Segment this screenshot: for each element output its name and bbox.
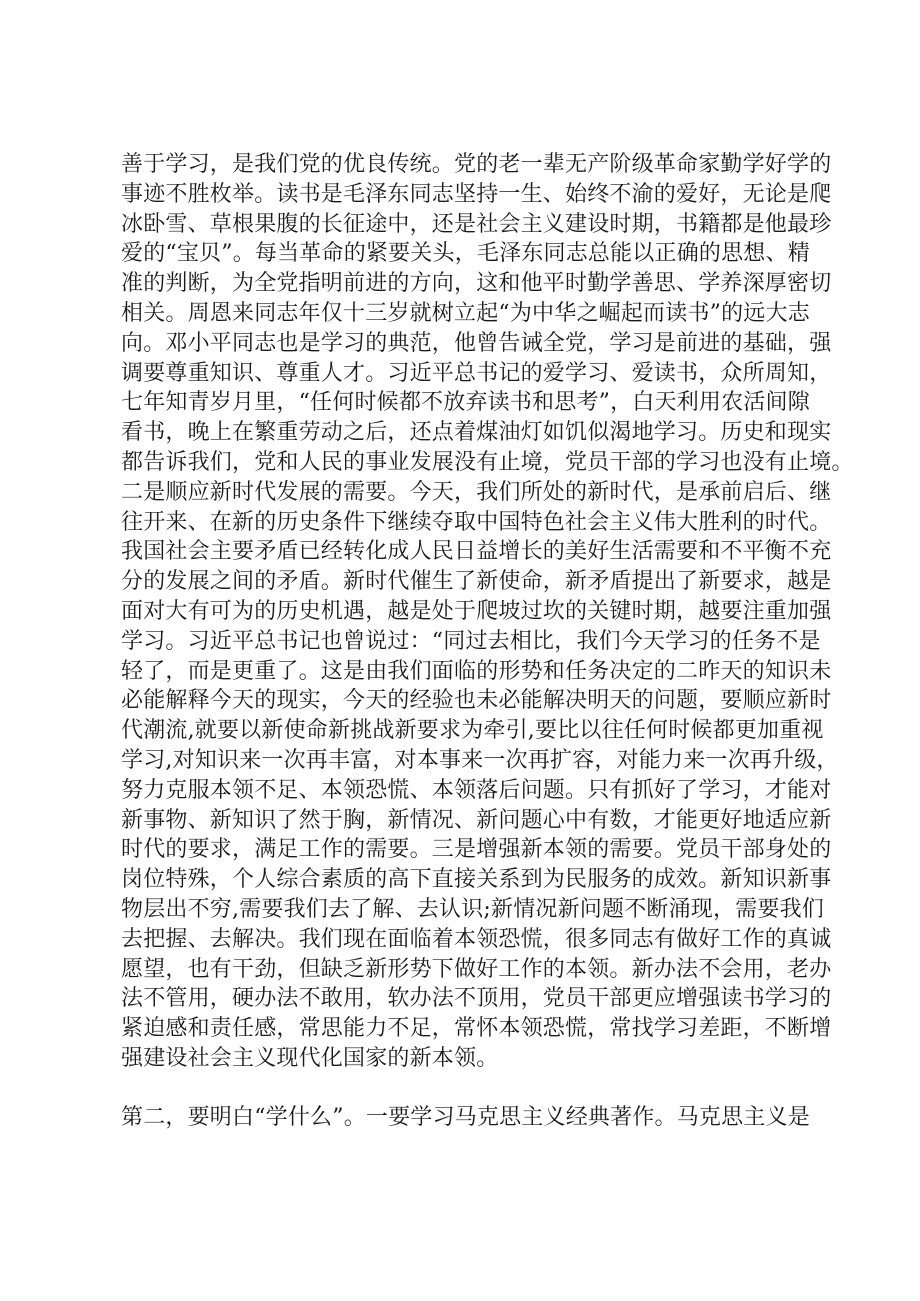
text-line: 准的判断，为全党指明前进的方向，这和他平时勤学善思、学养深厚密切 <box>121 271 832 297</box>
text-line: 看书，晚上在繁重劳动之后，还点着煤油灯如饥似渴地学习。历史和现实 <box>121 420 832 446</box>
text-line: 七年知青岁月里，“任何时候都不放弃读书和思考”，白天利用农活间隙 <box>121 390 810 416</box>
text-line: 愿望，也有干劲，但缺乏新形势下做好工作的本领。新办法不会用，老办 <box>121 956 832 982</box>
text-line: 面对大有可为的历史机遇，越是处于爬坡过坎的关键时期，越要注重加强 <box>121 598 832 624</box>
text-line: 二是顺应新时代发展的需要。今天，我们所处的新时代，是承前启后、继 <box>121 479 832 505</box>
text-line: 第二，要明白“学什么”。一要学习马克思主义经典著作。马克思主义是 <box>121 1105 810 1130</box>
text-line: 爱的“宝贝”。每当革命的紧要关头，毛泽东同志总能以正确的思想、精 <box>121 241 810 267</box>
text-line: 法不管用，硬办法不敢用，软办法不顶用，党员干部更应增强读书学习的 <box>121 986 832 1012</box>
text-line: 我国社会主要矛盾已经转化成人民日益增长的美好生活需要和不平衡不充 <box>121 539 832 565</box>
paragraph-2 <box>121 1103 811 1133</box>
text-line: 向。邓小平同志也是学习的典范，他曾告诫全党，学习是前进的基础，强 <box>121 330 832 356</box>
text-line: 轻了，而是更重了。这是由我们面临的形势和任务决定的二昨天的知识未 <box>121 658 832 684</box>
paragraph-1 <box>121 150 854 1074</box>
text-line: 学习,对知识来一次再丰富，对本事来一次再扩容，对能力来一次再升级， <box>121 747 839 773</box>
text-line: 努力克服本领不足、本领恐慌、本领落后问题。只有抓好了学习，才能对 <box>121 777 832 803</box>
text-line: 事迹不胜枚举。读书是毛泽东同志坚持一生、始终不渝的爱好，无论是爬 <box>121 181 832 207</box>
text-line: 善于学习，是我们党的优良传统。党的老一辈无产阶级革命家勤学好学的 <box>121 152 832 177</box>
text-line: 冰卧雪、草根果腹的长征途中，还是社会主义建设时期，书籍都是他最珍 <box>121 211 832 237</box>
text-line: 去把握、去解决。我们现在面临着本领恐慌，很多同志有做好工作的真诚 <box>121 926 832 952</box>
text-line: 新事物、新知识了然于胸，新情况、新问题心中有数，才能更好地适应新 <box>121 807 832 833</box>
text-line: 强建设社会主义现代化国家的新本领。 <box>121 1045 499 1071</box>
text-line: 往开来、在新的历史条件下继续夺取中国特色社会主义伟大胜利的时代。 <box>121 509 832 535</box>
text-line: 代潮流,就要以新使命新挑战新要求为牵引,要比以往任何时候都更加重视 <box>121 718 824 744</box>
text-line: 相关。周恩来同志年仅十三岁就树立起“为中华之崛起而读书”的远大志 <box>121 300 810 326</box>
text-line: 都告诉我们，党和人民的事业发展没有止境，党员干部的学习也没有止境。 <box>121 449 854 475</box>
text-line: 学习。习近平总书记也曾说过：“同过去相比，我们今天学习的任务不是 <box>121 628 821 654</box>
text-line: 时代的要求，满足工作的需要。三是增强新本领的需要。党员干部身处的 <box>121 837 832 863</box>
text-line: 紧迫感和责任感，常思能力不足，常怀本领恐慌，常找学习差距，不断增 <box>121 1016 832 1042</box>
text-line: 必能解释今天的现实，今天的经验也未必能解决明天的问题，要顺应新时 <box>121 688 832 714</box>
text-line: 物层出不穷,需要我们去了解、去认识;新情况新问题不断涌现，需要我们 <box>121 896 825 922</box>
text-line: 调要尊重知识、尊重人才。习近平总书记的爱学习、爱读书，众所周知， <box>121 360 832 386</box>
text-line: 岗位特殊，个人综合素质的高下直接关系到为民服务的成效。新知识新事 <box>121 867 832 893</box>
text-line: 分的发展之间的矛盾。新时代催生了新使命，新矛盾提出了新要求，越是 <box>121 569 832 595</box>
